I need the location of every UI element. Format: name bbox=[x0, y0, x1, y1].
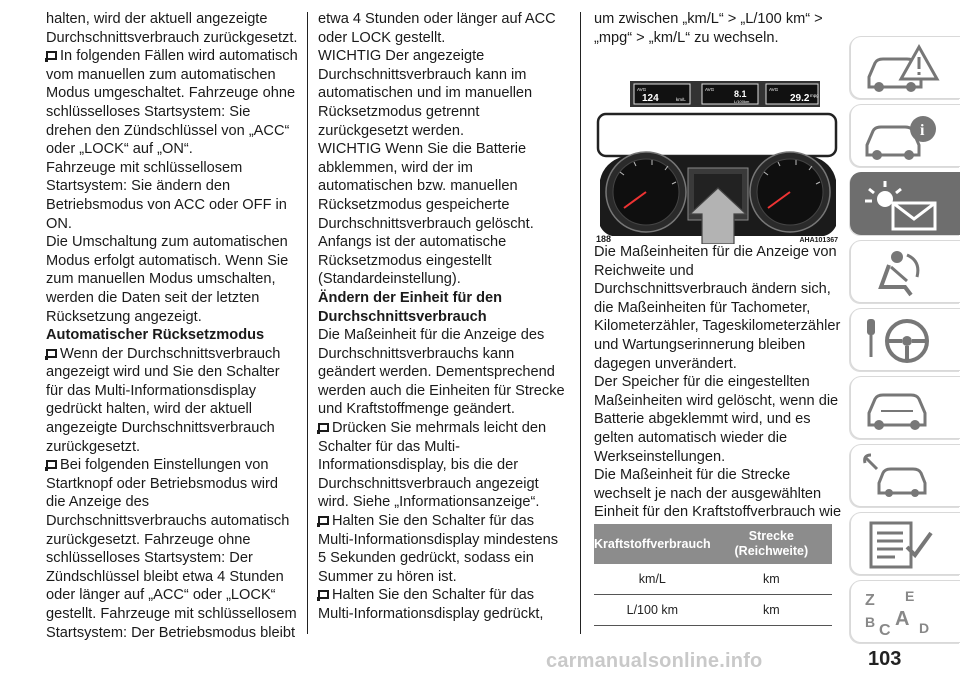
column-divider bbox=[580, 12, 581, 634]
tab-car-warning[interactable] bbox=[850, 36, 960, 99]
svg-text:E: E bbox=[905, 588, 915, 604]
car-warning-icon bbox=[861, 43, 941, 95]
paragraph: Halten Sie den Schalter für das Multi-Informationsdisplay gedrückt, bbox=[318, 587, 544, 622]
instrument-cluster-figure bbox=[594, 76, 842, 244]
paragraph: etwa 4 Stunden oder länger auf ACC oder LOCK gestellt. bbox=[318, 11, 556, 46]
paragraph: WICHTIG Wenn Sie die Batterie abklemmen, wird der im automatischen bzw. manuellen Rücksetzmodus gespeicherte Durchschnittsverbrauch gelöscht. bbox=[318, 141, 534, 232]
tab-starting-driving[interactable] bbox=[850, 308, 960, 371]
paragraph: Wenn der Durchschnittsverbrauch angezeigt wird und Sie den Schalter für das Multi-Informationsdisplay gedrückt halten, wird der aktuell angezeigte Durchschnittsverbrauch zurückgesetzt. bbox=[46, 345, 281, 455]
text-column-3-continued bbox=[594, 243, 844, 541]
table-header: Strecke (Reichweite) bbox=[711, 524, 832, 564]
figure-number: 188 bbox=[596, 234, 612, 244]
text-column-3 bbox=[594, 10, 844, 47]
svg-text:B: B bbox=[865, 614, 876, 630]
light-message-icon bbox=[861, 179, 941, 231]
table-header-row bbox=[594, 524, 832, 564]
car-info-icon bbox=[861, 111, 941, 163]
paragraph: Die Maßeinheit für die Anzeige des Durchschnittsverbrauchs kann geändert werden. Dementsprechend werden auch die Einheiten für Strecke und Kraftstoffmenge geändert. bbox=[318, 327, 565, 418]
note-icon bbox=[318, 590, 329, 599]
table-cell: L/100 km bbox=[594, 595, 711, 626]
text-column-1 bbox=[46, 10, 298, 642]
note-icon bbox=[46, 51, 57, 60]
paragraph: um zwischen „km/L“ > „L/100 km“ > „mpg“ > „km/L“ zu wechseln. bbox=[594, 11, 823, 46]
cluster-illustration bbox=[594, 76, 842, 244]
table-row bbox=[594, 564, 832, 595]
svg-text:C: C bbox=[879, 622, 891, 639]
section-heading: Ändern der Einheit für den Durchschnittsverbrauch bbox=[318, 289, 503, 325]
note-icon bbox=[46, 349, 57, 358]
section-heading: Automatischer Rücksetzmodus bbox=[46, 327, 265, 344]
svg-text:Z: Z bbox=[865, 592, 875, 609]
paragraph: In folgenden Fällen wird automatisch vom manuellen zum automatischen Modus umgeschaltet. Fahrzeuge ohne schlüsselloses Startsystem: Sie drehen den Zündschlüssel von „ACC“ oder „LOCK“ auf „ON“. bbox=[46, 48, 298, 158]
display-label: AVG bbox=[637, 87, 647, 92]
display-value: 29.2 bbox=[790, 93, 810, 104]
svg-text:A: A bbox=[895, 608, 910, 630]
key-steering-icon bbox=[861, 315, 941, 367]
table-cell: km bbox=[711, 564, 832, 595]
alphabet-index-icon bbox=[861, 587, 941, 639]
tab-lights-messages[interactable] bbox=[850, 172, 960, 235]
svg-text:D: D bbox=[919, 620, 930, 636]
paragraph: Die Maßeinheiten für die Anzeige von Reichweite und Durchschnittsverbrauch ändern sich, die Maßeinheiten für Tachometer, Kilometerzähler, Tageskilometerzähler und Wartungserinnerung bleiben dagegen unverändert. bbox=[594, 244, 841, 372]
note-icon bbox=[46, 460, 57, 469]
tab-emergency[interactable] bbox=[850, 376, 960, 439]
paragraph: Die Maßeinheit für die Strecke wechselt je nach der ausgewählten Einheit für den Kraftstoffverbrauch wie bbox=[594, 467, 842, 521]
paragraph: Halten Sie den Schalter für das Multi-Informationsdisplay mindestens 5 Sekunden gedrückt, sodass ein Summer zu hören ist. bbox=[318, 513, 559, 585]
note-icon bbox=[318, 516, 329, 525]
display-unit: mpg bbox=[810, 93, 819, 98]
paragraph: Bei folgenden Einstellungen von Startknopf oder Betriebsmodus wird die Anzeige des Durchschnittsverbrauchs automatisch zurückgesetzt. Fahrzeuge ohne schlüsselloses Startsystem: Der Zündschlüssel bleibt etwa 4 Stunden oder länger auf „ACC“ oder „LOCK“ gestellt. Fahrzeuge mit schlüssellosem Startsystem: Der Betriebsmodus bleibt bbox=[46, 457, 297, 641]
page-number: 103 bbox=[868, 648, 902, 670]
display-value: 8.1 bbox=[734, 89, 747, 99]
figure-code: AHA101367 bbox=[799, 237, 838, 244]
checklist-icon bbox=[861, 519, 941, 571]
seat-airbag-icon bbox=[861, 247, 941, 299]
table-header: Kraftstoffverbrauch bbox=[594, 524, 711, 564]
table-cell: km bbox=[711, 595, 832, 626]
paragraph: Der Speicher für die eingestellten Maßeinheiten wird gelöscht, wenn die Batterie abgeklemmt wird, und es gelten automatisch wieder die Werkseinstellungen. bbox=[594, 374, 839, 465]
paragraph: Anfangs ist der automatische Rücksetzmodus eingestellt (Standardeinstellung). bbox=[318, 234, 507, 288]
tab-maintenance[interactable] bbox=[850, 444, 960, 507]
car-service-icon bbox=[861, 383, 941, 435]
table-cell: km/L bbox=[594, 564, 711, 595]
tab-car-info[interactable] bbox=[850, 104, 960, 167]
display-unit: km/L bbox=[676, 97, 686, 102]
unit-table bbox=[594, 524, 832, 626]
column-divider bbox=[307, 12, 308, 634]
display-unit: L/100km bbox=[734, 99, 750, 104]
watermark-text: carmanualsonline.info bbox=[546, 650, 763, 672]
paragraph: Die Umschaltung zum automatischen Modus erfolgt automatisch. Wenn Sie zum manuellen Modus umschalten, werden die Daten seit der letzten Rücksetzung angezeigt. bbox=[46, 234, 289, 325]
display-label: AVG bbox=[769, 87, 779, 92]
paragraph: WICHTIG Der angezeigte Durchschnittsverbrauch kann im automatischen und im manuellen Rücksetzmodus getrennt zurückgesetzt werden. bbox=[318, 48, 533, 139]
svg-text:i: i bbox=[920, 122, 925, 139]
tab-safety[interactable] bbox=[850, 240, 960, 303]
paragraph: Drücken Sie mehrmals leicht den Schalter für das Multi-Informationsdisplay, bis die der Durchschnittsverbrauch angezeigt wird. Siehe „Informationsanzeige“. bbox=[318, 420, 547, 511]
note-icon bbox=[318, 423, 329, 432]
display-label: AVG bbox=[705, 87, 715, 92]
tab-technical-data[interactable] bbox=[850, 512, 960, 575]
wrench-car-icon bbox=[861, 451, 941, 503]
tab-index[interactable] bbox=[850, 580, 960, 643]
text-column-2 bbox=[318, 10, 568, 624]
display-value: 124 bbox=[642, 93, 659, 104]
paragraph: Fahrzeuge mit schlüssellosem Startsystem: Sie ändern den Betriebsmodus von ACC oder OFF in ON. bbox=[46, 159, 287, 232]
paragraph: halten, wird der aktuell angezeigte Durchschnittsverbrauch zurückgesetzt. bbox=[46, 11, 298, 46]
table-row bbox=[594, 595, 832, 626]
